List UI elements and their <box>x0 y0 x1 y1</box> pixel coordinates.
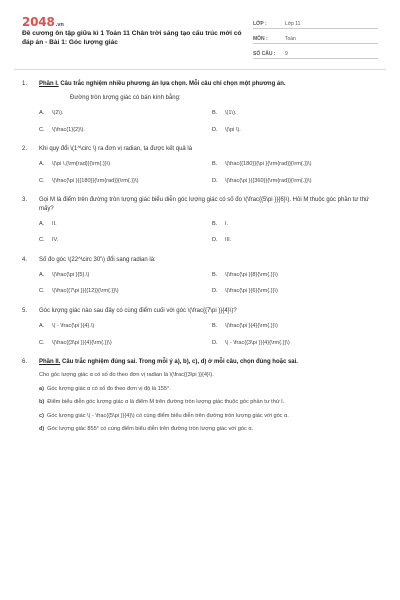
question-1 <box>22 80 378 134</box>
answer-option-b[interactable] <box>212 110 385 118</box>
info-label: MÔN : <box>253 36 268 43</box>
option-text: IV. <box>52 237 59 244</box>
question-text: Khi quy đổi \(1^\circ \) ra đơn vị radian, ta được kết quả là <box>39 146 193 153</box>
info-row-question-count <box>253 44 378 59</box>
statement-text: Góc lượng giác \( - \frac{{5\pi }}{4}\) có cùng điểm biểu diễn trên đường tròn lượng giác với góc α. <box>46 412 289 419</box>
option-text: \( - \frac{\pi }{4}.\) <box>52 323 95 330</box>
answer-option-a[interactable] <box>39 272 212 280</box>
document-title: Đề cương ôn tập giữa kì 1 Toán 11 Chân trời sáng tạo cấu trúc mới có đáp án - Bài 1: Góc lượng giác <box>22 30 242 46</box>
option-text: \(1\). <box>225 110 237 117</box>
questions-list <box>22 80 378 445</box>
option-letter: D. <box>212 288 218 295</box>
option-text: \(\frac{\pi }{5}.\) <box>52 271 90 278</box>
answer-options <box>39 323 378 347</box>
question-5 <box>22 307 378 347</box>
question-text: Số đo góc \(22^\circ 30'\) đổi sang radian là: <box>39 256 156 263</box>
statement-letter: c) <box>39 412 44 419</box>
info-row-class <box>253 14 378 29</box>
option-letter: A. <box>39 220 45 227</box>
option-text: \(\frac{{180}}{\pi }{\rm{rad}}{\rm{.}}\) <box>225 161 312 168</box>
question-stem: Đường tròn lượng giác có bán kính bằng: <box>70 95 181 102</box>
question-text: Câu trắc nghiệm nhiều phương án lựa chọn. Mỗi câu chỉ chọn một phương án. <box>58 81 286 87</box>
statement-text: Góc lượng giác 855° có cùng điểm biểu diễn trên đường tròn lượng giác với góc α. <box>47 426 254 433</box>
statement-letter: d) <box>39 426 45 433</box>
question-text: Góc lượng giác nào sau đây có cùng điểm cuối với góc \(\frac{{7\pi }}{4}\)? <box>39 307 237 314</box>
question-4 <box>22 256 378 296</box>
option-letter: C. <box>39 288 45 295</box>
question-text: Câu trắc nghiệm đúng sai. Trong mỗi ý a), b), c), d) ở mỗi câu, chọn đúng hoặc sai. <box>60 359 298 366</box>
answer-option-d[interactable] <box>212 127 385 135</box>
option-text: \( - \frac{{3\pi }}{4}{\rm{.}}\) <box>225 339 290 346</box>
site-logo[interactable] <box>22 14 64 30</box>
answer-option-d[interactable] <box>212 237 385 245</box>
info-label: LỚP : <box>253 21 267 28</box>
question-number: 6. <box>22 359 28 366</box>
answer-option-d[interactable] <box>212 340 385 348</box>
document-info <box>253 14 378 59</box>
option-text: \(\frac{{7\pi }}{{12}}{\rm{.}}\) <box>52 288 119 295</box>
answer-options <box>39 110 378 134</box>
option-text: \(\frac{\pi }{6}{\rm{.}}\) <box>225 288 278 295</box>
option-letter: C. <box>39 237 45 244</box>
true-false-statement-d[interactable] <box>39 426 378 434</box>
option-text: \(2\). <box>52 110 64 117</box>
option-letter: D. <box>212 126 218 133</box>
answer-option-a[interactable] <box>39 110 212 118</box>
option-text: \(\pi \,{\rm{rad}}{\rm{.}}\) <box>52 161 111 168</box>
answer-options <box>39 221 378 245</box>
question-number: 1. <box>22 81 28 87</box>
option-text: \(\frac{\pi }{{360}}{\rm{rad}}{\rm{.}}\) <box>225 177 312 184</box>
question-stem: Cho góc lượng giác α có số đo theo đơn vị radian là \(\frac{{3\pi }}{4}\). <box>39 372 214 379</box>
logo-text: 2048 <box>22 15 55 29</box>
info-value: 9 <box>285 51 288 58</box>
info-row-subject <box>253 29 378 44</box>
answer-option-a[interactable] <box>39 161 212 169</box>
answer-option-d[interactable] <box>212 288 385 296</box>
option-letter: A. <box>39 271 45 278</box>
answer-option-c[interactable] <box>39 127 212 135</box>
option-letter: B. <box>212 323 218 330</box>
document-header <box>0 0 400 68</box>
answer-option-b[interactable] <box>212 272 385 280</box>
answer-option-d[interactable] <box>212 178 385 186</box>
answer-option-a[interactable] <box>39 221 212 229</box>
answer-option-c[interactable] <box>39 288 212 296</box>
option-letter: A. <box>39 323 45 330</box>
option-letter: C. <box>39 126 45 133</box>
question-number: 5. <box>22 307 28 314</box>
option-text: \(\pi \). <box>225 126 241 133</box>
question-number: 3. <box>22 197 28 204</box>
true-false-statement-b[interactable] <box>39 399 378 407</box>
option-letter: D. <box>212 177 218 184</box>
question-number: 4. <box>22 256 28 263</box>
answer-option-c[interactable] <box>39 178 212 186</box>
question-6 <box>22 358 378 434</box>
question-2 <box>22 145 378 185</box>
option-text: III. <box>225 237 232 244</box>
option-text: \(\frac{\pi }{4}{\rm{.}}\) <box>225 323 278 330</box>
answer-options <box>39 272 378 296</box>
option-text: \(\frac{{3\pi }}{4}{\rm{.}}\) <box>52 339 112 346</box>
true-false-statement-c[interactable] <box>39 413 378 421</box>
info-value: Lớp 11 <box>285 21 301 28</box>
answer-options <box>39 161 378 185</box>
option-letter: C. <box>39 177 45 184</box>
statement-text: Điểm biểu diễn góc lượng giác α là điểm M trên đường tròn lượng giác thuộc góc phần tư thứ I. <box>47 399 285 406</box>
answer-option-b[interactable] <box>212 221 385 229</box>
answer-option-b[interactable] <box>212 323 385 331</box>
option-letter: C. <box>39 339 45 346</box>
option-text: \(\frac{\pi }{{180}}{\rm{rad}}{\rm{.}}\) <box>52 177 139 184</box>
statement-letter: a) <box>39 385 44 392</box>
answer-option-c[interactable] <box>39 237 212 245</box>
option-letter: A. <box>39 110 45 117</box>
option-letter: A. <box>39 161 45 168</box>
option-text: \(\frac{1}{2}\). <box>52 126 85 133</box>
answer-option-c[interactable] <box>39 340 212 348</box>
option-letter: B. <box>212 220 218 227</box>
statement-text: Góc lượng giác α có số đo theo đơn vị độ là 155°. <box>46 385 171 392</box>
question-text: Gọi M là điểm trên đường tròn lượng giác biểu diễn góc lượng giác có số đo \(\frac{{5\pi }}{6}\). Hỏi M thuộc góc phần tư thứ mấy? <box>39 197 370 212</box>
answer-option-b[interactable] <box>212 161 385 169</box>
option-letter: B. <box>212 271 218 278</box>
logo-suffix: .vn <box>55 22 64 28</box>
info-value: Toán <box>285 36 296 43</box>
option-text: II. <box>52 220 57 227</box>
question-number: 2. <box>22 146 28 153</box>
true-false-statement-a[interactable] <box>39 386 378 394</box>
answer-option-a[interactable] <box>39 323 212 331</box>
option-text: I. <box>225 220 229 227</box>
statement-letter: b) <box>39 399 45 406</box>
info-label: SỐ CÂU : <box>253 51 276 58</box>
header-divider <box>14 69 386 70</box>
option-text: \(\frac{\pi }{8}{\rm{.}}\) <box>225 271 278 278</box>
section-heading: Phần I. <box>39 81 59 87</box>
option-letter: D. <box>212 237 218 244</box>
option-letter: B. <box>212 110 218 117</box>
section-heading: Phần II. <box>39 359 61 366</box>
question-3 <box>22 196 378 244</box>
option-letter: D. <box>212 339 218 346</box>
option-letter: B. <box>212 161 218 168</box>
